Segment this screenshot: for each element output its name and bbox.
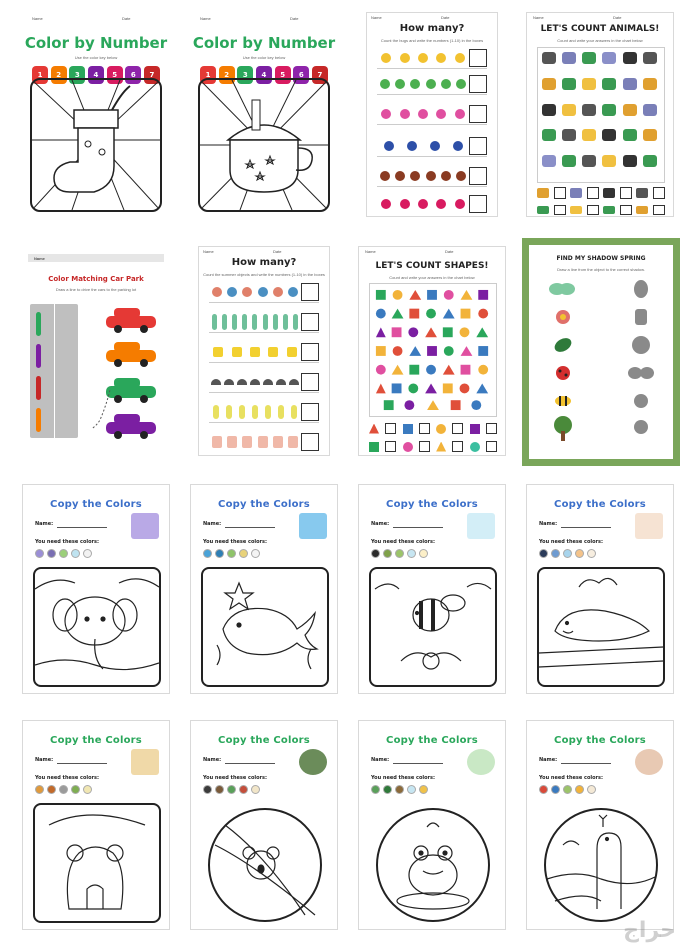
- answer-box[interactable]: [469, 167, 487, 185]
- red-car-icon: [106, 308, 156, 333]
- answer-box[interactable]: [301, 283, 319, 301]
- name-label: Name: [34, 256, 45, 261]
- purple-car-icon: [106, 414, 156, 439]
- tree-shadow-icon: [632, 336, 650, 354]
- date-label: Date: [441, 15, 450, 20]
- swatch: [371, 549, 380, 558]
- copy-colors-koala-sheet[interactable]: [190, 720, 338, 930]
- swatch: [407, 785, 416, 794]
- sheet-title: Copy the Colors: [50, 735, 142, 746]
- swatch: [71, 549, 80, 558]
- name-line: [393, 527, 443, 528]
- whale-icon: [203, 569, 327, 685]
- answer-box[interactable]: [385, 423, 396, 434]
- color-swatches: [539, 549, 596, 558]
- color-swatches: [35, 549, 92, 558]
- ladybug-icon: [556, 366, 570, 380]
- flower-icon: [556, 310, 570, 324]
- date-label: Date: [273, 249, 282, 254]
- how-many-bugs-sheet[interactable]: [366, 12, 498, 217]
- name-bar: [28, 254, 164, 262]
- name-label: Name: [200, 16, 211, 21]
- swatch: [251, 785, 260, 794]
- answer-box[interactable]: [469, 137, 487, 155]
- copy-colors-whale-sheet[interactable]: [190, 484, 338, 694]
- parking-lot: [30, 304, 78, 438]
- count-row-ants: [377, 193, 487, 215]
- swatch: [215, 549, 224, 558]
- key-2: 2: [219, 66, 235, 84]
- tree-icon: [554, 416, 572, 441]
- need-colors-label: You need these colors:: [203, 539, 267, 545]
- sheet-title: Color by Number: [24, 34, 168, 52]
- bee-icon: [555, 396, 571, 406]
- sheet-subtitle: Draw a line to drive the cars to the parking lot: [55, 287, 137, 292]
- swatch: [563, 549, 572, 558]
- name-label: Name:: [539, 757, 558, 763]
- name-label: Name: [203, 249, 214, 254]
- key-6: 6: [125, 66, 141, 84]
- key-4: 4: [88, 66, 104, 84]
- date-label: Date: [613, 15, 622, 20]
- name-label: Name:: [203, 521, 222, 527]
- color-swatches: [539, 785, 596, 794]
- answer-box[interactable]: [301, 343, 319, 361]
- name-line: [57, 527, 107, 528]
- leaf-icon: [552, 335, 574, 354]
- copy-colors-snake-sheet[interactable]: [526, 720, 674, 930]
- swatch: [83, 785, 92, 794]
- answer-box[interactable]: [469, 49, 487, 67]
- count-row-beetles: [377, 135, 487, 157]
- elephant-thumbnail: [131, 513, 159, 539]
- count-shapes-sheet[interactable]: [358, 246, 506, 456]
- count-row-caterpillars: [377, 73, 487, 95]
- swatch: [539, 785, 548, 794]
- swatch: [239, 785, 248, 794]
- need-colors-label: You need these colors:: [35, 539, 99, 545]
- swatch: [575, 549, 584, 558]
- copy-colors-elephant-sheet[interactable]: [22, 484, 170, 694]
- swatch: [383, 549, 392, 558]
- swatch: [371, 785, 380, 794]
- butterfly-shadow-icon: [628, 367, 642, 379]
- swatch: [59, 549, 68, 558]
- coloring-area: [537, 567, 665, 687]
- answer-box[interactable]: [419, 441, 430, 452]
- coloring-area: [369, 567, 497, 687]
- answer-box[interactable]: [653, 205, 665, 215]
- sheet-title: Copy the Colors: [386, 735, 478, 746]
- swatch: [35, 549, 44, 558]
- sheet-title: FIND MY SHADOW SPRING: [556, 255, 646, 262]
- color-by-number-stocking-sheet[interactable]: [22, 12, 170, 217]
- leaf-shadow-icon: [634, 280, 648, 298]
- key-7: 7: [312, 66, 328, 84]
- answer-box[interactable]: [554, 187, 566, 199]
- bee-icon: [371, 569, 495, 685]
- seal-icon: [539, 569, 663, 685]
- snake-thumbnail: [635, 749, 663, 775]
- swatch: [47, 549, 56, 558]
- name-label: Name:: [539, 521, 558, 527]
- swatch: [587, 549, 596, 558]
- name-line: [561, 763, 611, 764]
- count-row-snails: [377, 165, 487, 187]
- swatch: [395, 785, 404, 794]
- flower-shadow-icon: [634, 394, 648, 408]
- key-3: 3: [69, 66, 85, 84]
- sheet-title: Copy the Colors: [218, 735, 310, 746]
- ladybug-shadow-icon: [634, 420, 648, 434]
- answer-box[interactable]: [385, 441, 396, 452]
- color-swatches: [203, 549, 260, 558]
- color-by-number-cocoa-sheet[interactable]: [190, 12, 338, 217]
- answer-box[interactable]: [301, 403, 319, 421]
- answer-box[interactable]: [301, 313, 319, 331]
- name-line: [393, 763, 443, 764]
- answer-box[interactable]: [301, 373, 319, 391]
- sheet-subtitle: Count the summer objects and write the numbers (1-10) in the boxes: [203, 272, 325, 277]
- key-5: 5: [275, 66, 291, 84]
- how-many-summer-sheet[interactable]: [198, 246, 330, 456]
- sheet-subtitle: Count and write your answers in the chart below: [389, 275, 475, 280]
- count-row-surfboards: [209, 311, 319, 333]
- sheet-title: LET'S COUNT ANIMALS!: [540, 24, 660, 34]
- snake-icon: [541, 805, 661, 925]
- swatch: [59, 785, 68, 794]
- need-colors-label: You need these colors:: [371, 775, 435, 781]
- swatch: [251, 549, 260, 558]
- sheet-title: Copy the Colors: [554, 499, 646, 510]
- name-label: Name: [371, 15, 382, 20]
- swatch: [239, 549, 248, 558]
- swatch: [83, 549, 92, 558]
- name-label: Name:: [35, 757, 54, 763]
- sheet-title: Copy the Colors: [386, 499, 478, 510]
- answer-box[interactable]: [469, 105, 487, 123]
- answer-box[interactable]: [419, 423, 430, 434]
- swatch: [587, 785, 596, 794]
- name-label: Name:: [371, 757, 390, 763]
- date-label: Date: [445, 249, 454, 254]
- swatch: [539, 549, 548, 558]
- need-colors-label: You need these colors:: [539, 775, 603, 781]
- coloring-area: [33, 567, 161, 687]
- koala-thumbnail: [299, 749, 327, 775]
- coloring-area: [33, 803, 161, 923]
- answer-box[interactable]: [486, 423, 497, 434]
- color-swatches: [203, 785, 260, 794]
- car-icons: [92, 304, 164, 444]
- count-row-bees: [377, 47, 487, 69]
- key-4: 4: [256, 66, 272, 84]
- swatch: [35, 785, 44, 794]
- count-row-corn: [209, 401, 319, 423]
- cocoa-picture: [198, 78, 330, 212]
- sheet-title: How many?: [231, 257, 297, 268]
- answer-box[interactable]: [486, 441, 497, 452]
- copy-colors-bee-sheet[interactable]: [358, 484, 506, 694]
- copy-colors-hamster-sheet[interactable]: [22, 720, 170, 930]
- name-label: Name: [32, 16, 43, 21]
- answer-box[interactable]: [620, 205, 632, 215]
- name-label: Name:: [35, 521, 54, 527]
- answer-box[interactable]: [620, 187, 632, 199]
- sheet-title: Copy the Colors: [50, 499, 142, 510]
- need-colors-label: You need these colors:: [203, 775, 267, 781]
- animals-grid: [537, 47, 665, 183]
- animals-answer-row: [537, 187, 665, 199]
- watermark: حراج: [623, 918, 676, 943]
- answer-box[interactable]: [469, 195, 487, 213]
- need-colors-label: You need these colors:: [371, 539, 435, 545]
- swatch: [47, 785, 56, 794]
- hamster-thumbnail: [131, 749, 159, 775]
- key-1: 1: [32, 66, 48, 84]
- color-swatches: [371, 549, 428, 558]
- shapes-grid: [369, 283, 497, 417]
- sheet-title: LET'S COUNT SHAPES!: [375, 261, 489, 271]
- swatch: [575, 785, 584, 794]
- swatch: [419, 785, 428, 794]
- swatch: [419, 549, 428, 558]
- key-1: 1: [200, 66, 216, 84]
- need-colors-label: You need these colors:: [539, 539, 603, 545]
- seal-thumbnail: [635, 513, 663, 539]
- swatch: [203, 785, 212, 794]
- sheet-subtitle: Count and write your answers in the chart below: [557, 38, 643, 43]
- sheet-title: Copy the Colors: [554, 735, 646, 746]
- elephant-icon: [35, 569, 159, 685]
- butterfly-icon: [549, 283, 575, 295]
- swatch: [71, 785, 80, 794]
- count-row-butterflies: [377, 103, 487, 125]
- answer-box[interactable]: [554, 205, 566, 215]
- sheet-title: Color by Number: [192, 34, 336, 52]
- hamster-icon: [35, 805, 159, 921]
- swatch: [551, 549, 560, 558]
- answer-box[interactable]: [587, 187, 599, 199]
- name-line: [225, 763, 275, 764]
- answer-box[interactable]: [452, 423, 463, 434]
- key-7: 7: [144, 66, 160, 84]
- answer-box[interactable]: [301, 433, 319, 451]
- koala-icon: [205, 805, 325, 925]
- swatch: [563, 785, 572, 794]
- count-row-cakes: [209, 431, 319, 453]
- need-colors-label: You need these colors:: [35, 775, 99, 781]
- count-row-buckets: [209, 341, 319, 363]
- copy-colors-seal-sheet[interactable]: [526, 484, 674, 694]
- orange-car-icon: [106, 342, 156, 367]
- coloring-area: [201, 567, 329, 687]
- car-park-sheet[interactable]: [22, 246, 170, 456]
- sheet-subtitle: Use the color key below: [74, 55, 118, 60]
- name-label: Name:: [203, 757, 222, 763]
- swatch: [227, 549, 236, 558]
- shapes-answer-row: [369, 423, 497, 434]
- name-label: Name:: [371, 521, 390, 527]
- date-label: Date: [122, 16, 131, 21]
- frog-thumbnail: [467, 749, 495, 775]
- animals-answer-row-2: [537, 205, 665, 215]
- key-3: 3: [237, 66, 253, 84]
- key-5: 5: [107, 66, 123, 84]
- copy-colors-frog-sheet[interactable]: [358, 720, 506, 930]
- date-label: Date: [290, 16, 299, 21]
- find-shadow-sheet[interactable]: [522, 238, 680, 466]
- count-row-balls: [209, 281, 319, 303]
- stocking-icon: [32, 80, 160, 210]
- shapes-answer-row-2: [369, 441, 497, 452]
- bug-shadow-icon: [635, 309, 647, 325]
- key-2: 2: [51, 66, 67, 84]
- answer-box[interactable]: [452, 441, 463, 452]
- name-line: [225, 527, 275, 528]
- green-car-icon: [106, 378, 156, 403]
- swatch: [395, 549, 404, 558]
- answer-box[interactable]: [469, 75, 487, 93]
- swatch: [383, 785, 392, 794]
- swatch: [551, 785, 560, 794]
- cocoa-mug-icon: [200, 80, 328, 210]
- count-animals-sheet[interactable]: [526, 12, 674, 217]
- swatch: [407, 549, 416, 558]
- swatch: [203, 549, 212, 558]
- swatch: [215, 785, 224, 794]
- name-label: Name: [533, 15, 544, 20]
- frog-icon: [373, 805, 493, 925]
- sheet-title: Color Matching Car Park: [48, 275, 144, 283]
- name-label: Name: [365, 249, 376, 254]
- whale-thumbnail: [299, 513, 327, 539]
- color-swatches: [35, 785, 92, 794]
- answer-box[interactable]: [587, 205, 599, 215]
- sheet-subtitle: Count the bugs and write the numbers (1-10) in the boxes: [380, 38, 484, 43]
- count-row-umbrellas: [209, 371, 319, 393]
- name-line: [561, 527, 611, 528]
- sheet-title: Copy the Colors: [218, 499, 310, 510]
- swatch: [227, 785, 236, 794]
- color-swatches: [371, 785, 428, 794]
- stocking-picture: [30, 78, 162, 212]
- sheet-title: How many?: [399, 23, 465, 34]
- sheet-subtitle: Use the color key below: [242, 55, 286, 60]
- bee-thumbnail: [467, 513, 495, 539]
- shadow-items: [539, 279, 663, 449]
- key-6: 6: [293, 66, 309, 84]
- answer-box[interactable]: [653, 187, 665, 199]
- sheet-subtitle: Draw a line from the object to the correct shadow.: [557, 267, 645, 272]
- name-line: [57, 763, 107, 764]
